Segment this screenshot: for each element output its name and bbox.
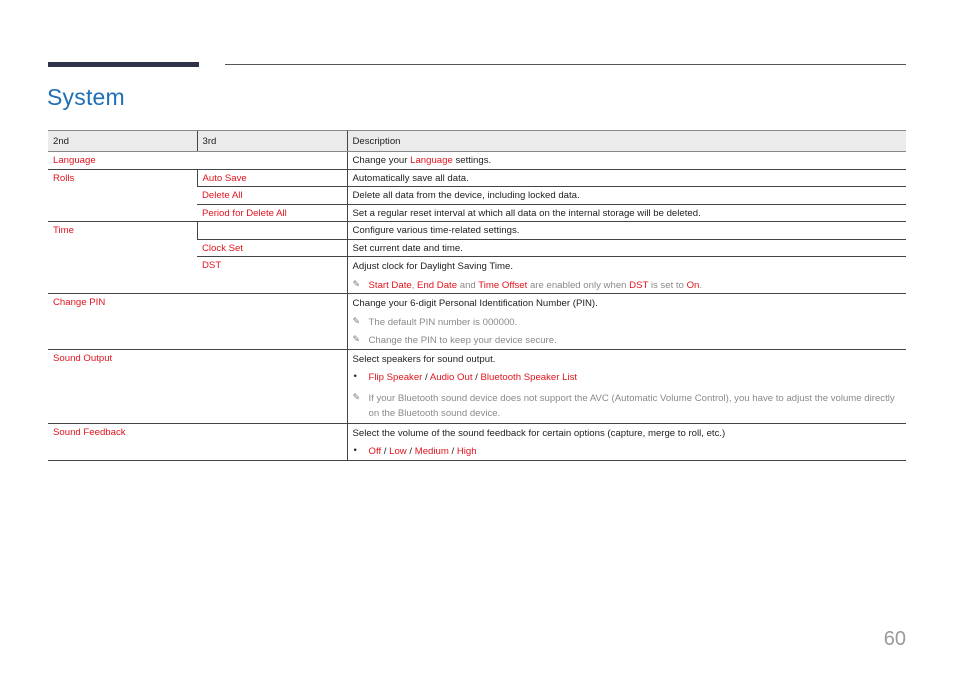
section-rule [225, 64, 906, 65]
header-2nd: 2nd [48, 131, 197, 152]
bullet-icon: • [353, 371, 357, 382]
sound-output-note: ✎ If your Bluetooth sound device does not support the AVC (Automatic Volume Control), you have to adjust the volume directly on the Bluetooth sound device. [352, 391, 895, 419]
change-pin-description: Change your 6-digit Personal Identification Number (PIN). [352, 298, 598, 309]
table-row-change-pin [48, 294, 906, 350]
menu-item-time: Time [53, 225, 74, 236]
menu-item-delete-all: Delete All [202, 190, 243, 201]
sound-feedback-options: • Off / Low / Medium / High [353, 445, 477, 457]
note-pencil-icon: ✎ [352, 278, 361, 289]
menu-item-rolls: Rolls [53, 172, 75, 184]
table-row-rolls [48, 169, 906, 187]
sound-output-options: • Flip Speaker / Audio Out / Bluetooth Speaker List [353, 371, 578, 383]
header-3rd: 3rd [197, 131, 347, 152]
time-description: Configure various time-related settings. [347, 222, 906, 240]
section-accent-bar [48, 62, 199, 67]
system-settings-table [48, 130, 906, 461]
page-title: System [47, 84, 125, 110]
table-row-sound-feedback [48, 423, 906, 460]
note-pencil-icon: ✎ [352, 315, 361, 326]
pin-note-default: ✎ The default PIN number is 000000. [352, 315, 518, 328]
menu-item-sound-feedback: Sound Feedback [53, 426, 126, 438]
menu-item-auto-save: Auto Save [202, 172, 247, 184]
pin-note-secure: ✎ Change the PIN to keep your device secure. [352, 334, 557, 346]
period-delete-all-description: Set a regular reset interval at which all data on the internal storage will be deleted. [347, 204, 906, 222]
bullet-icon: • [353, 445, 357, 456]
table-row-time [48, 222, 906, 240]
menu-item-period-for-delete-all: Period for Delete All [202, 207, 287, 219]
menu-item-dst: DST [202, 260, 222, 271]
sound-output-description: Select speakers for sound output. [352, 353, 496, 365]
dst-note: ✎ Start Date, End Date and Time Offset are enabled only when DST is set to On. [352, 278, 703, 291]
table-row-language [48, 152, 906, 170]
auto-save-description: Automatically save all data. [347, 169, 906, 187]
menu-item-sound-output: Sound Output [53, 352, 113, 364]
menu-item-change-pin: Change PIN [53, 297, 106, 308]
delete-all-description: Delete all data from the device, including locked data. [347, 187, 906, 205]
note-pencil-icon: ✎ [352, 334, 361, 344]
dst-description: Adjust clock for Daylight Saving Time. [352, 261, 513, 272]
table-header-row [48, 131, 906, 152]
note-pencil-icon: ✎ [352, 391, 361, 402]
language-description: Change your Language settings. [347, 152, 906, 170]
clock-set-description: Set current date and time. [347, 239, 906, 257]
table-row-sound-output [48, 349, 906, 423]
menu-item-clock-set: Clock Set [202, 242, 244, 254]
menu-item-language: Language [53, 155, 96, 166]
header-description: Description [347, 131, 906, 152]
page-number: 60 [883, 628, 906, 650]
language-link: Language [410, 155, 453, 166]
sound-feedback-description: Select the volume of the sound feedback for certain options (capture, merge to roll, etc.) [352, 427, 726, 439]
